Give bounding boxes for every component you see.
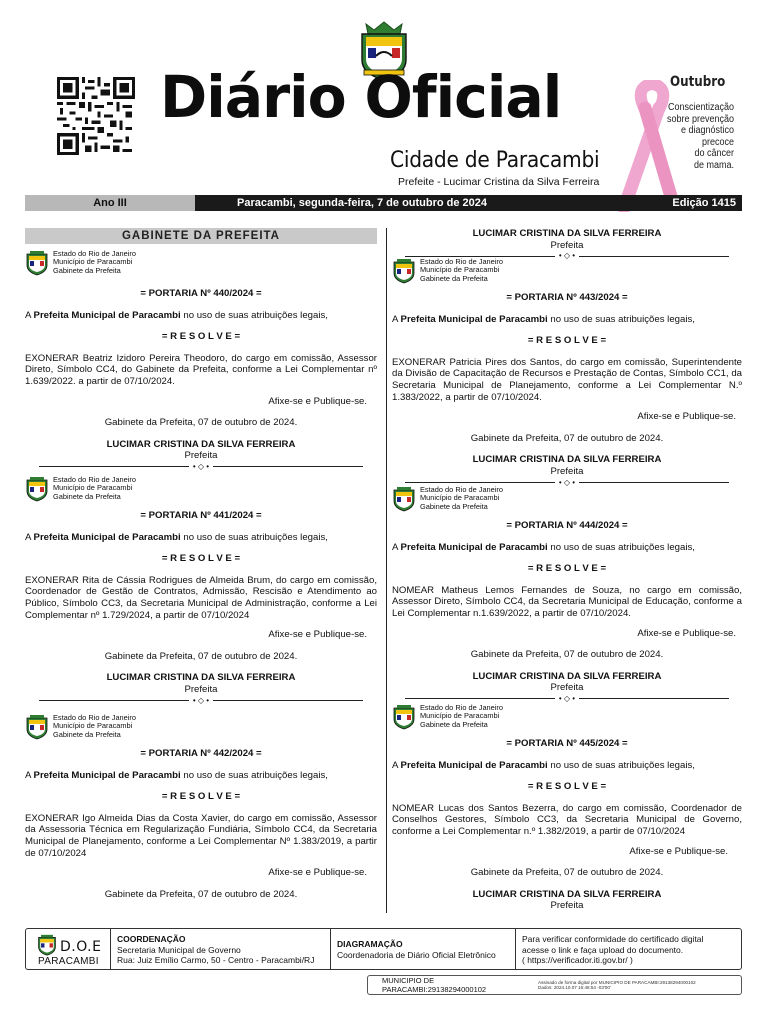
- emblem-header: Estado do Rio de Janeiro Município de Paracambi Gabinete da Prefeita: [392, 486, 742, 512]
- place-date: Gabinete da Prefeita, 07 de outubro de 2024.: [470, 432, 664, 444]
- portaria-440: [25, 250, 377, 473]
- portaria-body: NOMEAR Matheus Lemos Fernandes de Souza, no cargo em comissão, Assessor Direto, Símbolo CC4, da Secretaria Municipal de Educação, conforme a Lei Complementar n.1.639/2022, a partir de 07/10/2024.: [392, 584, 742, 619]
- signature-role: Prefeita: [184, 450, 218, 462]
- mayor-line: Prefeite - Lucimar Cristina da Silva Ferreira: [398, 176, 600, 188]
- resolve-heading: = R E S O L V E =: [161, 553, 241, 565]
- portaria-title: = PORTARIA Nº 441/2024 =: [140, 510, 262, 521]
- portaria-title: = PORTARIA Nº 444/2024 =: [506, 520, 628, 531]
- publish-note: Afixe-se e Publique-se.: [637, 411, 736, 423]
- diagramming-info: DIAGRAMAÇÃO Coordenadoria de Diário Oficial Eletrônico: [331, 929, 516, 969]
- signature-role: Prefeita: [550, 465, 584, 477]
- edition-info-bar: [25, 195, 742, 211]
- portaria-title: = PORTARIA Nº 443/2024 =: [506, 292, 628, 303]
- signature-role: Prefeita: [550, 682, 584, 694]
- municipal-crest-icon: [25, 714, 49, 740]
- verification-link[interactable]: ( https://verificador.iti.gov.br/ ): [522, 955, 633, 965]
- municipal-crest-icon: [25, 250, 49, 276]
- ornament-divider: • ◇ •: [392, 695, 742, 703]
- signature-name: LUCIMAR CRISTINA DA SILVA FERREIRA: [472, 454, 662, 466]
- signature-role: Prefeita: [550, 239, 584, 251]
- coordination-info: COORDENAÇÃO Secretaria Municipal de Governo Rua: Juiz Emílio Carmo, 50 - Centro - Paracambi/RJ: [111, 929, 331, 969]
- resolve-heading: = R E S O L V E =: [161, 791, 241, 803]
- signature-name: LUCIMAR CRISTINA DA SILVA FERREIRA: [472, 670, 662, 682]
- emblem-header: Estado do Rio de Janeiro Município de Paracambi Gabinete da Prefeita: [392, 258, 742, 284]
- resolve-heading: = R E S O L V E =: [161, 331, 241, 343]
- portaria-body: EXONERAR Igo Almeida Dias da Costa Xavier, do cargo em comissão, Assessor da Assessoria Técnica em Regularização Fundiária, Símbolo CC4, da Secretaria Municipal de Planejamento, conforme a Lei Complementar Nº 1.383/2019, a partir de 07/10/2024: [25, 812, 377, 859]
- place-date: Gabinete da Prefeita, 07 de outubro de 2024.: [470, 867, 664, 879]
- intro-text: A Prefeita Municipal de Paracambi no uso de suas atribuições legais,: [392, 759, 695, 771]
- publish-note: Afixe-se e Publique-se.: [268, 629, 367, 641]
- digital-signature-bar: [367, 975, 742, 995]
- column-divider: [386, 228, 387, 913]
- awareness-text: Conscientização sobre prevenção e diagnóstico precoce do câncer de mama.: [666, 102, 734, 171]
- portaria-444: [392, 486, 742, 705]
- city-name: Cidade de Paracambi: [390, 148, 600, 173]
- cert-municipality: MUNICIPIO DE PARACAMBI:29138294000102: [382, 976, 487, 994]
- portaria-441: [25, 476, 377, 707]
- publish-note: Afixe-se e Publique-se.: [629, 845, 728, 857]
- portaria-body: NOMEAR Lucas dos Santos Bezerra, do cargo em comissão, Coordenador de Conselhos Gestores, Símbolo CC3, da Secretaria Municipal de Governo, conforme a Lei Complementar n.º 1.382/2019, a partir de 07/10/2024: [392, 802, 742, 837]
- ornament-divider: • ◇ •: [392, 252, 742, 260]
- ornament-divider: • ◇ •: [25, 697, 377, 705]
- signature-name: LUCIMAR CRISTINA DA SILVA FERREIRA: [472, 888, 662, 900]
- right-column: [392, 228, 742, 912]
- portaria-title: = PORTARIA Nº 442/2024 =: [140, 748, 262, 759]
- qr-code: [55, 77, 137, 155]
- emblem-header: Estado do Rio de Janeiro Município de Paracambi Gabinete da Prefeita: [392, 704, 742, 730]
- intro-text: A Prefeita Municipal de Paracambi no uso de suas atribuições legais,: [392, 541, 695, 553]
- ornament-divider: • ◇ •: [25, 463, 377, 471]
- doe-city: PARACAMBI: [38, 956, 99, 967]
- doe-logo: [26, 929, 111, 969]
- edition-number: Edição 1415: [672, 197, 736, 209]
- resolve-heading: = R E S O L V E =: [527, 781, 607, 793]
- doe-label: D.O.E: [60, 939, 102, 955]
- municipal-crest-icon: [392, 704, 416, 730]
- place-date: Gabinete da Prefeita, 07 de outubro de 2024.: [104, 650, 298, 662]
- portaria-body: EXONERAR Rita de Cássia Rodrigues de Almeida Brum, do cargo em comissão, Coordenador de Gestão de Contratos, Admissão, Rescisão e Atendimento ao Público, Símbolo CC3, da Secretaria Municipal de Administração, conforme a Lei Complementar nº 1.729/2024, a partir de 07/10/2024: [25, 574, 377, 621]
- municipal-crest-icon: [36, 934, 58, 956]
- signature-name: LUCIMAR CRISTINA DA SILVA FERREIRA: [106, 438, 296, 450]
- emblem-header: Estado do Rio de Janeiro Município de Paracambi Gabinete da Prefeita: [25, 714, 377, 740]
- intro-text: A Prefeita Municipal de Paracambi no uso de suas atribuições legais,: [25, 531, 328, 543]
- emblem-header: Estado do Rio de Janeiro Município de Paracambi Gabinete da Prefeita: [25, 476, 377, 502]
- signature-role: Prefeita: [550, 900, 584, 912]
- left-column: [25, 228, 377, 900]
- masthead-title: Diário Oficial: [160, 63, 562, 131]
- footer-box: [25, 928, 742, 970]
- cert-details: Assinado de forma digital por MUNICIPIO DE PARACAMBI:29138294000102 Dados: 2024.10.07 16:48:54 -03'00': [538, 979, 696, 990]
- publish-note: Afixe-se e Publique-se.: [637, 627, 736, 639]
- resolve-heading: = R E S O L V E =: [527, 563, 607, 575]
- publish-note: Afixe-se e Publique-se.: [268, 867, 367, 879]
- signature-name: LUCIMAR CRISTINA DA SILVA FERREIRA: [106, 672, 296, 684]
- section-title: GABINETE DA PREFEITA: [25, 228, 377, 244]
- emblem-header: Estado do Rio de Janeiro Município de Paracambi Gabinete da Prefeita: [25, 250, 377, 276]
- intro-text: A Prefeita Municipal de Paracambi no uso de suas atribuições legais,: [25, 309, 328, 321]
- portaria-442: [25, 714, 377, 900]
- intro-text: A Prefeita Municipal de Paracambi no uso de suas atribuições legais,: [25, 769, 328, 781]
- month-label: Outubro: [670, 74, 726, 90]
- edition-date: Paracambi, segunda-feira, 7 de outubro de 2024: [237, 197, 488, 209]
- intro-text: A Prefeita Municipal de Paracambi no uso de suas atribuições legais,: [392, 313, 695, 325]
- signature-role: Prefeita: [184, 683, 218, 695]
- portaria-443: [392, 258, 742, 489]
- resolve-heading: = R E S O L V E =: [527, 335, 607, 347]
- signature-name: LUCIMAR CRISTINA DA SILVA FERREIRA: [472, 228, 662, 239]
- verification-info: Para verificar conformidade do certificado digital acesse o link e faça upload do documento. ( https://verificador.iti.gov.br/ ): [516, 929, 741, 969]
- portaria-body: EXONERAR Patricia Pires dos Santos, do cargo em comissão, Superintendente da Divisão de Capacitação de Recursos e Prestação de Contas, Símbolo CC1, da Secretaria Municipal de Planejamento, conforme a Lei Complementar N.º 1.383/2022, a partir de 07/10/2024.: [392, 356, 742, 403]
- place-date: Gabinete da Prefeita, 07 de outubro de 2024.: [104, 888, 298, 900]
- place-date: Gabinete da Prefeita, 07 de outubro de 2024.: [104, 417, 298, 429]
- portaria-title: = PORTARIA Nº 440/2024 =: [140, 288, 262, 299]
- municipal-crest-icon: [392, 258, 416, 284]
- ornament-divider: • ◇ •: [392, 479, 742, 487]
- portaria-445: [392, 704, 742, 912]
- portaria-body: EXONERAR Beatriz Izidoro Pereira Theodoro, do cargo em comissão, Assessor Direto, Símbolo CC4, do Gabinete da Prefeita, conforme a Lei Complementar nº 1.639/2022. a partir de 07/10/2024.: [25, 352, 377, 387]
- municipal-crest-icon: [25, 476, 49, 502]
- year-label: Ano III: [25, 195, 195, 211]
- publish-note: Afixe-se e Publique-se.: [268, 395, 367, 407]
- municipal-crest-icon: [392, 486, 416, 512]
- place-date: Gabinete da Prefeita, 07 de outubro de 2024.: [470, 649, 664, 661]
- portaria-title: = PORTARIA Nº 445/2024 =: [506, 738, 628, 749]
